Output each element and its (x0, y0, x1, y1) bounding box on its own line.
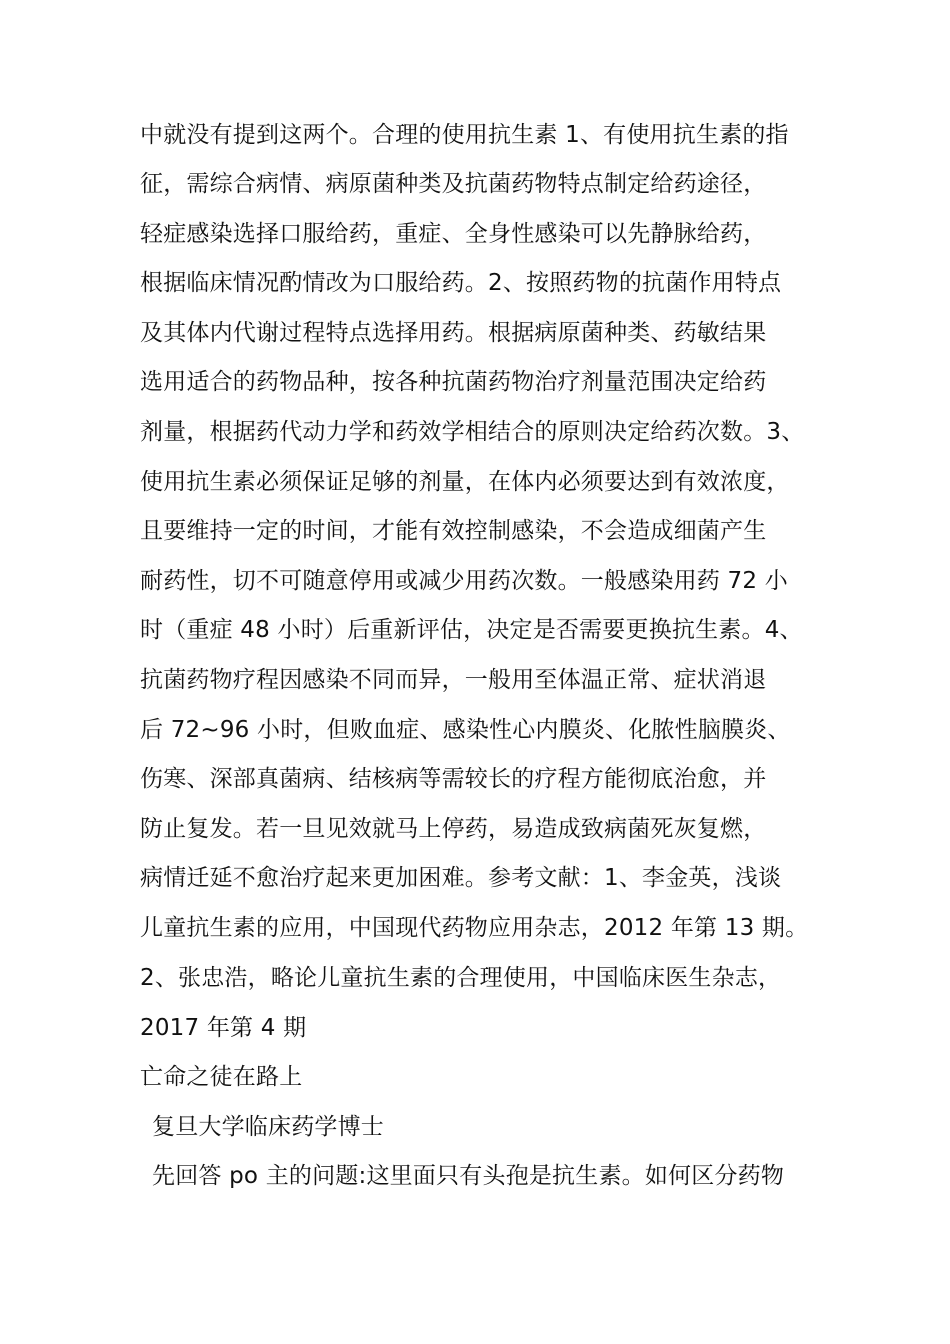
paragraph-line: 且要维持一定的时间，才能有效控制感染，不会造成细菌产生 (140, 518, 767, 544)
paragraph-line: 剂量，根据药代动力学和药效学相结合的原则决定给药次数。3、 (140, 419, 805, 445)
paragraph-line: 儿童抗生素的应用，中国现代药物应用杂志，2012 年第 13 期。 (140, 915, 809, 941)
paragraph-line: 使用抗生素必须保证足够的剂量，在体内必须要达到有效浓度， (140, 469, 790, 495)
paragraph-line: 中就没有提到这两个。合理的使用抗生素 1、有使用抗生素的指 (140, 122, 789, 148)
paragraph-line: 及其体内代谢过程特点选择用药。根据病原菌种类、药敏结果 (140, 320, 767, 346)
author-name: 亡命之徒在路上 (140, 1064, 303, 1090)
paragraph-line: 2、张忠浩，略论儿童抗生素的合理使用，中国临床医生杂志， (140, 965, 782, 991)
paragraph-line: 病情迁延不愈治疗起来更加困难。参考文献：1、李金英，浅谈 (140, 865, 782, 891)
paragraph-line: 根据临床情况酌情改为口服给药。2、按照药物的抗菌作用特点 (140, 270, 782, 296)
paragraph-line: 时（重症 48 小时）后重新评估，决定是否需要更换抗生素。4、 (140, 617, 803, 643)
paragraph-line: 选用适合的药物品种，按各种抗菌药物治疗剂量范围决定给药 (140, 369, 767, 395)
paragraph-line: 伤寒、深部真菌病、结核病等需较长的疗程方能彻底治愈，并 (140, 766, 767, 792)
paragraph-line: 2017 年第 4 期 (140, 1015, 307, 1041)
answer-text: 先回答 po 主的问题:这里面只有头孢是抗生素。如何区分药物 (152, 1163, 785, 1189)
paragraph-line: 抗菌药物疗程因感染不同而异，一般用至体温正常、症状消退 (140, 667, 767, 693)
paragraph-line: 耐药性，切不可随意停用或减少用药次数。一般感染用药 72 小 (140, 568, 788, 594)
author-title: 复旦大学临床药学博士 (152, 1114, 384, 1140)
paragraph-line: 轻症感染选择口服给药，重症、全身性感染可以先静脉给药， (140, 221, 767, 247)
paragraph-line: 防止复发。若一旦见效就马上停药，易造成致病菌死灰复燃， (140, 816, 767, 842)
paragraph-line: 征，需综合病情、病原菌种类及抗菌药物特点制定给药途径， (140, 171, 767, 197)
paragraph-line: 后 72~96 小时，但败血症、感染性心内膜炎、化脓性脑膜炎、 (140, 717, 791, 743)
